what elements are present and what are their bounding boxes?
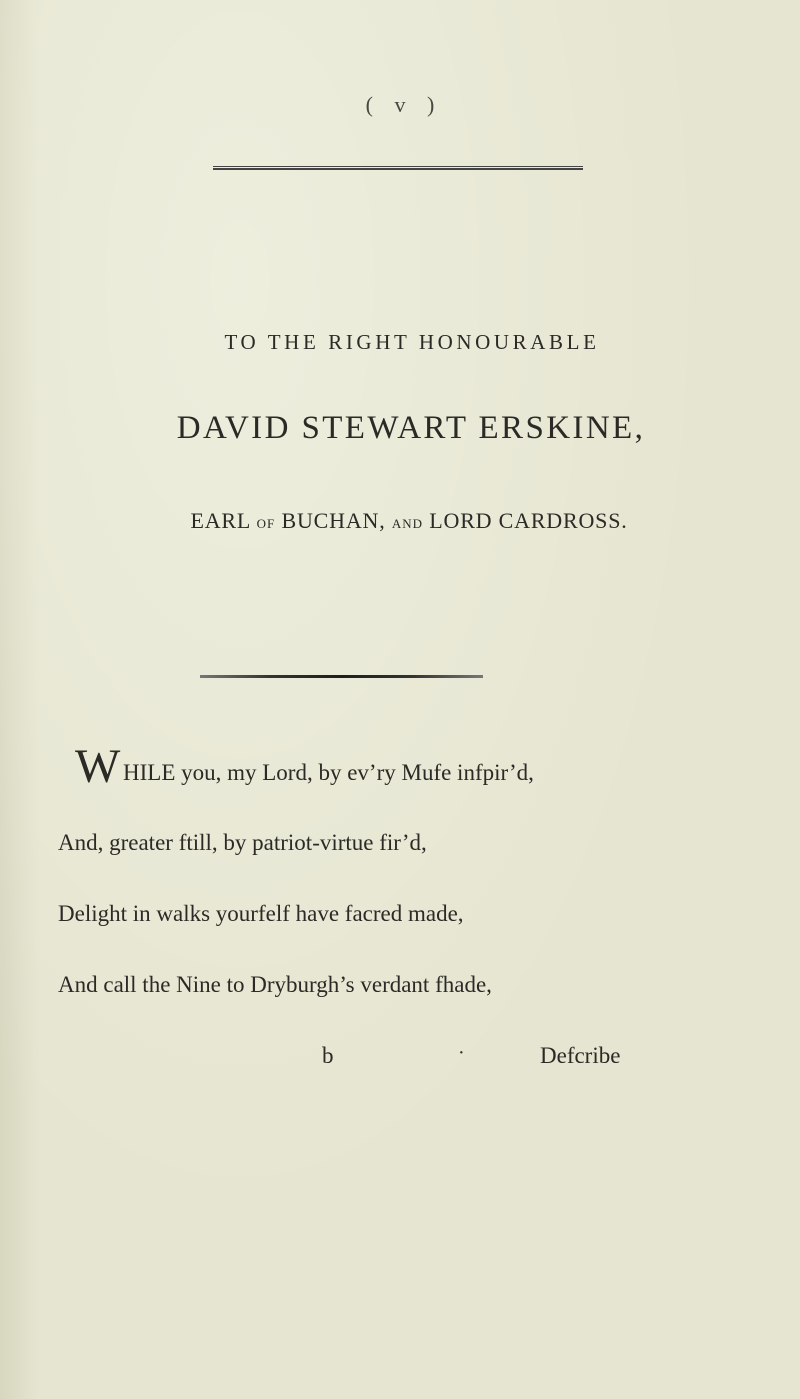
poem-line-2: And, greater ftill, by patriot-virtue fir’d, (58, 830, 427, 855)
poem-line-4: And call the Nine to Dryburgh’s verdant fhade, (58, 972, 492, 997)
dedicatee-name: DAVID STEWART ERSKINE, (176, 410, 646, 446)
title-text-of: OF (256, 516, 276, 531)
dedicatee-titles (0, 508, 800, 534)
catchword: Defcribe (540, 1043, 621, 1068)
title-text-cardross: LORD CARDROSS. (422, 508, 628, 533)
poem-line-3: Delight in walks yourfelf have facred made, (58, 901, 464, 926)
title-text-earl: EARL (190, 508, 257, 533)
stray-dot: · (458, 1042, 465, 1064)
poem-line-1: HILE you, my Lord, by ev’ry Mufe infpir’d, (123, 760, 534, 785)
dedication-heading: TO THE RIGHT HONOURABLE (224, 330, 600, 354)
signature-mark: b (322, 1043, 334, 1068)
header-rule (213, 166, 583, 170)
ornamental-rule (200, 675, 483, 678)
title-text-and: AND (391, 516, 423, 531)
drop-cap: W (75, 740, 121, 793)
title-text-buchan: BUCHAN, (275, 508, 392, 533)
page-number: ( v ) (365, 92, 443, 117)
